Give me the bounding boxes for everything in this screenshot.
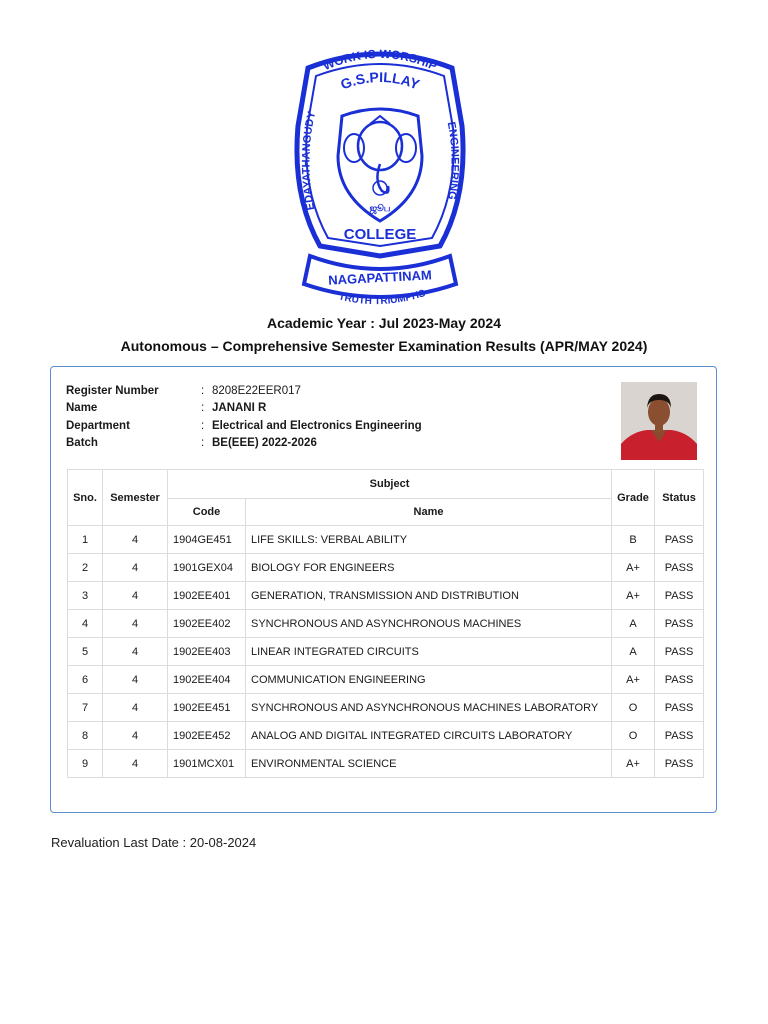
cell-status: PASS — [655, 638, 704, 666]
cell-status: PASS — [655, 554, 704, 582]
cell-sno: 6 — [68, 666, 103, 694]
student-photo-image — [621, 382, 697, 460]
cell-grade: A — [612, 610, 655, 638]
header-subject: Subject — [168, 470, 612, 499]
cell-code: 1902EE401 — [168, 582, 246, 610]
colon: : — [201, 419, 205, 432]
results-table — [67, 469, 704, 778]
logo-right-text: ENGINEERING — [444, 120, 461, 201]
info-row-department — [66, 417, 422, 435]
cell-code: 1902EE402 — [168, 610, 246, 638]
cell-sno: 2 — [68, 554, 103, 582]
exam-title: Autonomous – Comprehensive Semester Examination Results (APR/MAY 2024) — [120, 338, 648, 354]
cell-subject-name: ENVIRONMENTAL SCIENCE — [246, 750, 612, 778]
cell-subject-name: GENERATION, TRANSMISSION AND DISTRIBUTION — [246, 582, 612, 610]
student-photo — [621, 382, 697, 460]
table-row — [68, 750, 704, 778]
student-info — [66, 382, 422, 452]
cell-subject-name: LINEAR INTEGRATED CIRCUITS — [246, 638, 612, 666]
cell-code: 1904GE451 — [168, 526, 246, 554]
logo-motto-bottom: TRUTH TRIUMPHS — [337, 288, 427, 308]
header-status: Status — [655, 470, 704, 526]
academic-year: Academic Year : Jul 2023-May 2024 — [266, 315, 501, 331]
colon: : — [201, 437, 205, 450]
college-logo — [290, 46, 470, 312]
cell-sno: 8 — [68, 722, 103, 750]
cell-code: 1902EE403 — [168, 638, 246, 666]
info-row-register — [66, 382, 422, 400]
table-row — [68, 582, 704, 610]
table-row — [68, 638, 704, 666]
cell-semester: 4 — [103, 582, 168, 610]
cell-sno: 5 — [68, 638, 103, 666]
cell-sno: 4 — [68, 610, 103, 638]
college-logo-emblem — [290, 46, 470, 312]
cell-sno: 3 — [68, 582, 103, 610]
header-grade: Grade — [612, 470, 655, 526]
table-row — [68, 526, 704, 554]
cell-code: 1902EE404 — [168, 666, 246, 694]
cell-grade: A+ — [612, 666, 655, 694]
cell-sno: 9 — [68, 750, 103, 778]
cell-status: PASS — [655, 666, 704, 694]
colon: : — [201, 402, 205, 415]
cell-semester: 4 — [103, 526, 168, 554]
cell-grade: O — [612, 722, 655, 750]
register-number: 8208E22EER017 — [212, 384, 301, 397]
header-semester: Semester — [103, 470, 168, 526]
svg-text:ஜூப: ஜூப — [369, 203, 391, 213]
cell-subject-name: SYNCHRONOUS AND ASYNCHRONOUS MACHINES — [246, 610, 612, 638]
header-code: Code — [168, 499, 246, 526]
table-row — [68, 694, 704, 722]
cell-subject-name: BIOLOGY FOR ENGINEERS — [246, 554, 612, 582]
cell-grade: A+ — [612, 582, 655, 610]
cell-status: PASS — [655, 526, 704, 554]
department-label: Department — [66, 419, 130, 432]
info-row-batch — [66, 435, 422, 453]
cell-grade: O — [612, 694, 655, 722]
cell-code: 1901GEX04 — [168, 554, 246, 582]
student-name: JANANI R — [212, 402, 267, 415]
cell-status: PASS — [655, 582, 704, 610]
cell-subject-name: COMMUNICATION ENGINEERING — [246, 666, 612, 694]
table-row — [68, 554, 704, 582]
batch: BE(EEE) 2022-2026 — [212, 437, 317, 450]
table-row — [68, 722, 704, 750]
batch-label: Batch — [66, 437, 98, 450]
cell-grade: B — [612, 526, 655, 554]
cell-code: 1901MCX01 — [168, 750, 246, 778]
result-card — [50, 366, 717, 813]
header-sno: Sno. — [68, 470, 103, 526]
cell-grade: A+ — [612, 750, 655, 778]
logo-left-text: EDAYATHANGUDY — [300, 110, 319, 212]
cell-semester: 4 — [103, 610, 168, 638]
cell-code: 1902EE452 — [168, 722, 246, 750]
revaluation-date: Revaluation Last Date : 20-08-2024 — [51, 835, 257, 850]
cell-grade: A+ — [612, 554, 655, 582]
cell-subject-name: LIFE SKILLS: VERBAL ABILITY — [246, 526, 612, 554]
cell-semester: 4 — [103, 694, 168, 722]
header-name: Name — [246, 499, 612, 526]
cell-semester: 4 — [103, 554, 168, 582]
header-row — [68, 470, 704, 499]
cell-status: PASS — [655, 750, 704, 778]
cell-status: PASS — [655, 694, 704, 722]
register-label: Register Number — [66, 384, 159, 397]
department: Electrical and Electronics Engineering — [212, 419, 422, 432]
info-row-name — [66, 400, 422, 418]
name-label: Name — [66, 402, 98, 415]
cell-subject-name: ANALOG AND DIGITAL INTEGRATED CIRCUITS LABORATORY — [246, 722, 612, 750]
cell-status: PASS — [655, 610, 704, 638]
cell-status: PASS — [655, 722, 704, 750]
cell-subject-name: SYNCHRONOUS AND ASYNCHRONOUS MACHINES LABORATORY — [246, 694, 612, 722]
table-row — [68, 610, 704, 638]
result-rows — [68, 526, 704, 778]
logo-city: NAGAPATTINAM — [327, 267, 433, 288]
cell-code: 1902EE451 — [168, 694, 246, 722]
cell-semester: 4 — [103, 638, 168, 666]
cell-semester: 4 — [103, 750, 168, 778]
cell-sno: 7 — [68, 694, 103, 722]
logo-college-word: COLLEGE — [343, 226, 417, 243]
logo-motto-top: WORK IS WORSHIP — [320, 46, 440, 74]
cell-semester: 4 — [103, 722, 168, 750]
logo-college-name: G.S.PILLAY — [338, 68, 422, 93]
cell-sno: 1 — [68, 526, 103, 554]
cell-grade: A — [612, 638, 655, 666]
colon: : — [201, 384, 205, 397]
table-row — [68, 666, 704, 694]
cell-semester: 4 — [103, 666, 168, 694]
